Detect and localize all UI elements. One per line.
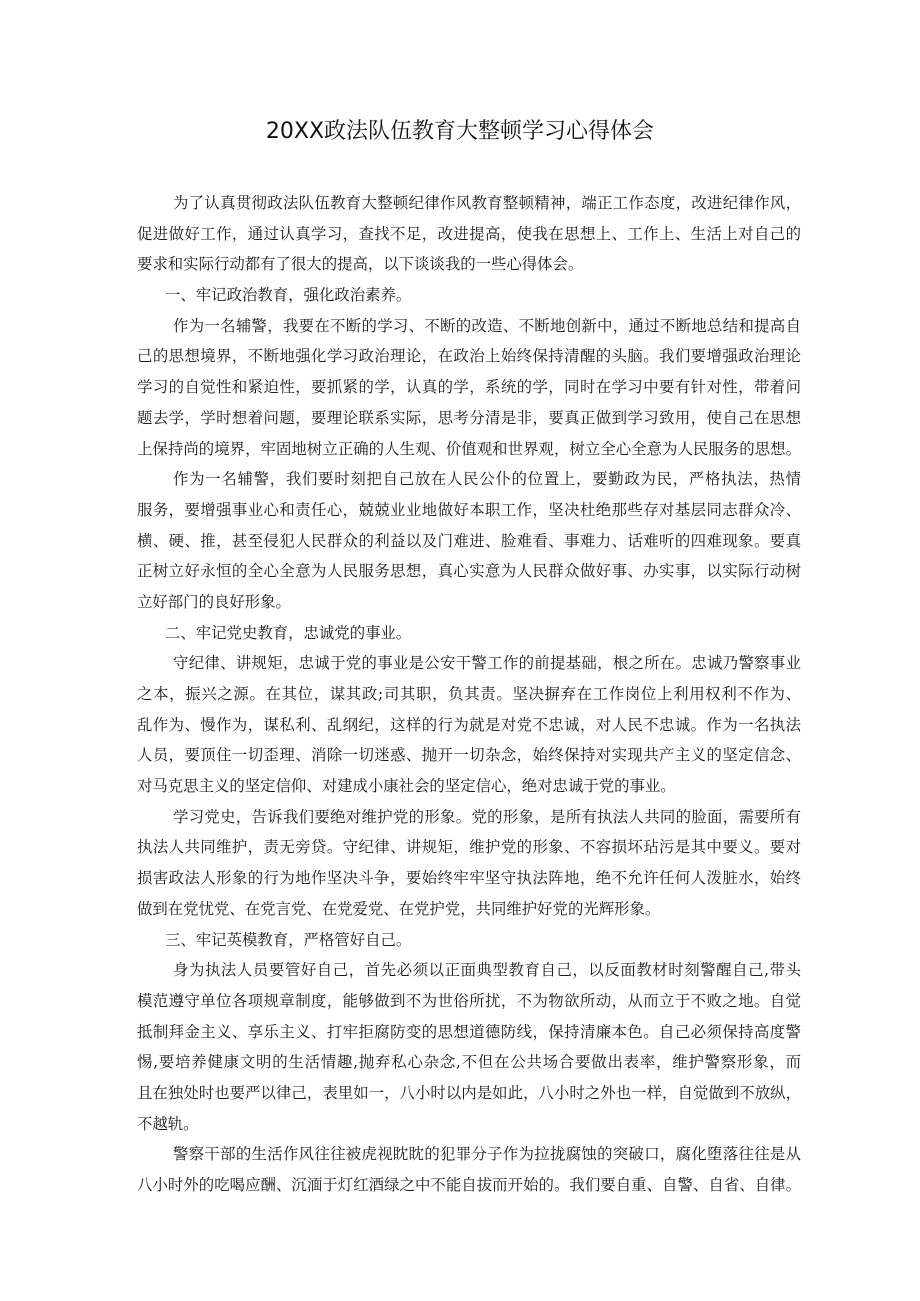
section-heading — [137, 618, 801, 649]
text-line: 服务，要增强事业心和责任心，兢兢业业地做好本职工作，坚决杜绝那些存对基层同志群众冷、 — [137, 500, 801, 519]
text-line: 损害政法人形象的行为地作坚决斗争，要始终牢牢坚守执法阵地，绝不允许任何人泼脏水，始终 — [137, 869, 801, 888]
section-heading — [137, 925, 801, 956]
text-line: 执法人共同维护，责无旁贷。守纪律、讲规矩，维护党的形象、不容损坏玷污是其中要义。要对 — [137, 838, 801, 857]
text-line: 人员，要顶住一切歪理、消除一切迷惑、抛开一切杂念，始终保持对实现共产主义的坚定信念、 — [137, 746, 801, 765]
document-title: 20XX政法队伍教育大整顿学习心得体会 — [265, 119, 655, 144]
paragraph — [137, 648, 801, 801]
paragraph — [137, 311, 801, 464]
text-line: 警察干部的生活作风往往被虎视眈眈的犯罪分子作为拉拢腐蚀的突破口，腐化堕落往往是从 — [173, 1145, 801, 1164]
text-line: 为了认真贯彻政法队伍教育大整顿纪律作风教育整顿精神，端正工作态度，改进纪律作风， — [173, 194, 801, 212]
text-line: 作为一名辅警，我们要时刻把自己放在人民公仆的位置上，要勤政为民，严格执法，热情 — [173, 470, 801, 489]
text-line: 学习的自觉性和紧迫性，要抓紧的学，认真的学，系统的学，同时在学习中要有针对性，带着问 — [137, 378, 801, 397]
text-line: 且在独处时也要严以律己，表里如一，八小时以内是如此，八小时之外也一样，自觉做到不放纵， — [137, 1083, 801, 1102]
text-line: 身为执法人员要管好自己，首先必须以正面典型教育自己，以反面教材时刻警醒自己,带头 — [173, 961, 801, 980]
text-line: 一、牢记政治教育，强化政治素养。 — [165, 286, 412, 305]
paragraph — [137, 1139, 801, 1200]
paragraph — [137, 955, 801, 1139]
text-line: 之本，振兴之源。在其位，谋其政;司其职，负其责。坚决摒弃在工作岗位上利用权利不作为、 — [137, 685, 801, 703]
text-line: 三、牢记英模教育，严格管好自己。 — [165, 930, 412, 949]
text-line: 立好部门的良好形象。 — [137, 592, 291, 611]
text-line: 八小时外的吃喝应酬、沉湎于灯红酒绿之中不能自拔而开始的。我们要自重、自警、自省、自律。 — [137, 1176, 801, 1194]
text-line: 乱作为、慢作为，谋私利、乱纲纪，这样的行为就是对党不忠诚，对人民不忠诚。作为一名执法 — [137, 715, 801, 734]
paragraph — [137, 464, 801, 617]
text-line: 己的思想境界，不断地强化学习政治理论，在政治上始终保持清醒的头脑。我们要增强政治理论 — [137, 347, 801, 366]
text-line: 对马克思主义的坚定信仰、对建成小康社会的坚定信心，绝对忠诚于党的事业。 — [137, 777, 676, 796]
text-line: 促进做好工作，通过认真学习，查找不足，改进提高，使我在思想上、工作上、生活上对自己的 — [137, 224, 801, 243]
section-heading — [137, 280, 801, 311]
text-line: 抵制拜金主义、享乐主义、打牢拒腐防变的思想道德防线，保持清廉本色。自己必须保持高度警 — [137, 1022, 801, 1041]
text-line: 作为一名辅警，我要在不断的学习、不断的改造、不断地创新中，通过不断地总结和提高自 — [173, 316, 801, 335]
text-line: 学习党史，告诉我们要绝对维护党的形象。党的形象，是所有执法人共同的脸面，需要所有 — [173, 807, 801, 826]
document-body — [137, 188, 801, 1201]
text-line: 上保持尚的境界，牢固地树立正确的人生观、价值观和世界观，树立全心全意为人民服务的思想。 — [137, 439, 801, 458]
text-line: 横、硬、推，甚至侵犯人民群众的利益以及门难进、脸难看、事难力、话难听的四难现象。要真 — [137, 531, 801, 550]
text-line: 守纪律、讲规矩，忠诚于党的事业是公安干警工作的前提基础，根之所在。忠诚乃警察事业 — [173, 654, 801, 673]
text-line: 做到在党忧党、在党言党、在党爱党、在党护党，共同维护好党的光辉形象。 — [137, 899, 661, 918]
text-line: 题去学，学时想着问题，要理论联系实际，思考分清是非，要真正做到学习致用，使自己在思想 — [137, 408, 801, 427]
text-line: 不越轨。 — [137, 1114, 199, 1133]
text-line: 二、牢记党史教育，忠诚党的事业。 — [165, 623, 412, 642]
paragraph — [137, 802, 801, 925]
text-line: 正树立好永恒的全心全意为人民服务思想，真心实意为人民群众做好事、办实事，以实际行动树 — [137, 562, 801, 581]
text-line: 模范遵守单位各项规章制度，能够做到不为世俗所扰，不为物欲所动，从而立于不败之地。自觉 — [137, 991, 801, 1010]
text-line: 要求和实际行动都有了很大的提高，以下谈谈我的一些心得体会。 — [137, 255, 584, 274]
text-line: 惕,要培养健康文明的生活情趣,抛弃私心杂念,不但在公共场合要做出表率，维护警察形象，而 — [137, 1053, 801, 1072]
paragraph — [137, 188, 801, 280]
